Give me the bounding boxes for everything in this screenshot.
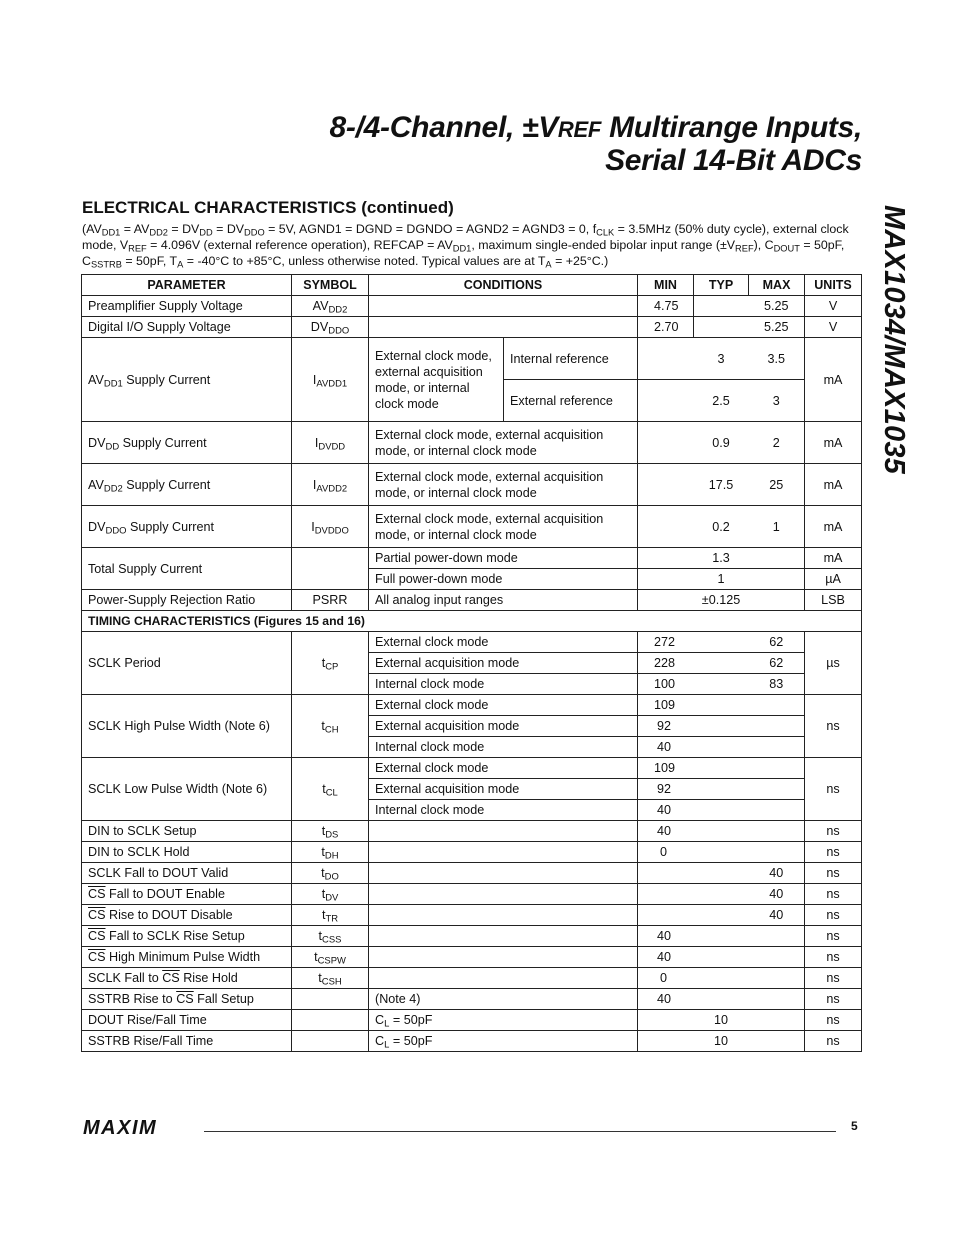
min-cell: 40 (638, 989, 805, 1010)
units-cell: mA (805, 422, 862, 464)
min-cell: 0 (638, 842, 805, 863)
svg-text:MAXIM: MAXIM (83, 1117, 158, 1137)
typ-cell: 1 (638, 569, 805, 590)
units-cell: ns (805, 989, 862, 1010)
units-cell: ns (805, 1010, 862, 1031)
min-cell (638, 863, 694, 884)
symbol-cell: $t_{DO}$ (292, 863, 369, 884)
cond-cell: Internal clock mode (369, 800, 638, 821)
units-cell: ns (805, 695, 862, 758)
max-cell: 62 (749, 632, 805, 653)
cond-cell (369, 863, 638, 884)
table-row (82, 296, 862, 317)
param-cell: $DV_{DD}$ Supply Current (82, 422, 292, 464)
cond-cell: External clock mode, external acquisition mode, or internal clock mode (369, 506, 638, 548)
units-cell: mA (805, 338, 862, 422)
symbol-cell (292, 1010, 369, 1031)
cond-cell: External acquisition mode (369, 653, 638, 674)
electrical-characteristics-table (81, 274, 862, 1052)
timing-section-row (82, 611, 862, 632)
symbol-cell: $I_{AVDD2}$ (292, 464, 369, 506)
symbol-cell: $t_{DV}$ (292, 884, 369, 905)
cond-cell (369, 884, 638, 905)
symbol-cell (292, 548, 369, 590)
typ-cell (694, 632, 749, 653)
max-cell: 5.25 (749, 296, 805, 317)
typ-cell (694, 296, 749, 317)
cond-cell (369, 926, 638, 947)
param-cell: Preamplifier Supply Voltage (82, 296, 292, 317)
min-cell: 0 (638, 968, 805, 989)
symbol-cell: $I_{DVDD}$ (292, 422, 369, 464)
param-cell: Power-Supply Rejection Ratio (82, 590, 292, 611)
min-cell: 2.70 (638, 317, 694, 338)
typ-cell (694, 884, 749, 905)
units-cell: ns (805, 863, 862, 884)
test-conditions: ($AV_{DD1} = AV_{DD2} = DV_{DD} = DV_{DDO} = 5V$, AGND1 = DGND = DGNDO = AGND2 = AGND3 = 0, $f_{CLK} = 3.5MHz$ (50% duty cycle), external clock mode, $V_{REF} = 4.096V$ (external reference operation), REFCAP = $AV_{DD1}$, maximum single-ended bipolar input range $(\pm V_{REF})$, $C_{DOUT} = 50pF$, $C_{SSTRB} = 50pF$, $T_A = -40^\circ C$ to +85°C, unless otherwise noted. Typical values are at $T_A = +25^\circ C$.) (82, 222, 849, 270)
cond-cell: External clock mode, external acquisition mode, or internal clock mode (369, 338, 504, 422)
symbol-cell: PSRR (292, 590, 369, 611)
cond-cell (369, 968, 638, 989)
cond-cell: All analog input ranges (369, 590, 638, 611)
min-cell (638, 464, 694, 506)
param-cell: DIN to SCLK Hold (82, 842, 292, 863)
units-cell: ns (805, 905, 862, 926)
min-cell: 109 (638, 695, 805, 716)
document-title (330, 112, 862, 176)
units-cell: V (805, 317, 862, 338)
typ-cell (694, 905, 749, 926)
param-cell: $\overline{CS}$ Fall to SCLK Rise Setup (82, 926, 292, 947)
units-cell: µA (805, 569, 862, 590)
typ-cell (694, 653, 749, 674)
cond-sub-cell: Internal reference (504, 338, 638, 380)
table-row (82, 758, 862, 779)
table-row (82, 863, 862, 884)
units-cell: mA (805, 464, 862, 506)
header-parameter: PARAMETER (82, 275, 292, 296)
min-cell (638, 380, 694, 422)
symbol-cell: $DV_{DDO}$ (292, 317, 369, 338)
symbol-cell: $I_{DVDDO}$ (292, 506, 369, 548)
param-cell: $\overline{CS}$ Rise to DOUT Disable (82, 905, 292, 926)
cond-cell (369, 317, 638, 338)
min-cell: 40 (638, 947, 805, 968)
param-cell: DIN to SCLK Setup (82, 821, 292, 842)
cond-cell (369, 296, 638, 317)
symbol-cell: $t_{CH}$ (292, 695, 369, 758)
typ-cell: 2.5 (694, 380, 749, 422)
table-row (82, 317, 862, 338)
param-cell: $\overline{CS}$ High Minimum Pulse Width (82, 947, 292, 968)
typ-cell: 10 (638, 1010, 805, 1031)
param-cell: DOUT Rise/Fall Time (82, 1010, 292, 1031)
units-cell: V (805, 296, 862, 317)
param-cell: $AV_{DD2}$ Supply Current (82, 464, 292, 506)
param-cell: SCLK Period (82, 632, 292, 695)
units-cell: ns (805, 947, 862, 968)
cond-cell: External clock mode, external acquisition mode, or internal clock mode (369, 464, 638, 506)
cond-cell: External acquisition mode (369, 716, 638, 737)
cond-cell: $C_L = 50pF$ (369, 1010, 638, 1031)
page-number: 5 (851, 1119, 858, 1133)
cond-cell: Partial power-down mode (369, 548, 638, 569)
max-cell: 5.25 (749, 317, 805, 338)
max-cell: 3 (749, 380, 805, 422)
max-cell: 62 (749, 653, 805, 674)
typ-cell: ±0.125 (638, 590, 805, 611)
table-row (82, 695, 862, 716)
max-cell: 25 (749, 464, 805, 506)
header-typ: TYP (694, 275, 749, 296)
units-cell: LSB (805, 590, 862, 611)
units-cell: ns (805, 884, 862, 905)
units-cell: ns (805, 926, 862, 947)
table-row (82, 422, 862, 464)
typ-cell: 3 (694, 338, 749, 380)
min-cell: 40 (638, 737, 805, 758)
cond-cell: External clock mode (369, 695, 638, 716)
param-cell: SCLK Fall to DOUT Valid (82, 863, 292, 884)
typ-cell: 1.3 (638, 548, 805, 569)
table-row (82, 842, 862, 863)
min-cell: 109 (638, 758, 805, 779)
cond-cell (369, 905, 638, 926)
typ-cell (694, 317, 749, 338)
symbol-cell: $t_{DS}$ (292, 821, 369, 842)
symbol-cell: $t_{CSS}$ (292, 926, 369, 947)
title-line-1: 8-/4-Channel, ±VREF Multirange Inputs, (329, 111, 862, 144)
max-cell: 1 (749, 506, 805, 548)
cond-cell: Internal clock mode (369, 674, 638, 695)
header-units: UNITS (805, 275, 862, 296)
header-conditions: CONDITIONS (369, 275, 638, 296)
table-row (82, 590, 862, 611)
param-cell: Total Supply Current (82, 548, 292, 590)
header-symbol: SYMBOL (292, 275, 369, 296)
symbol-cell: $t_{DH}$ (292, 842, 369, 863)
table-row (82, 338, 862, 380)
symbol-cell: $I_{AVDD1}$ (292, 338, 369, 422)
title-line-2: Serial 14-Bit ADCs (605, 144, 862, 177)
symbol-cell: $t_{CSPW}$ (292, 947, 369, 968)
min-cell (638, 338, 694, 380)
cond-cell: External clock mode (369, 758, 638, 779)
param-cell: SCLK High Pulse Width (Note 6) (82, 695, 292, 758)
min-cell (638, 422, 694, 464)
cond-cell: Full power-down mode (369, 569, 638, 590)
table-row (82, 1010, 862, 1031)
cond-cell (369, 947, 638, 968)
table-row (82, 947, 862, 968)
min-cell: 40 (638, 821, 805, 842)
cond-sub-cell: External reference (504, 380, 638, 422)
maxim-logo (83, 1117, 195, 1137)
max-cell: 40 (749, 905, 805, 926)
max-cell: 40 (749, 884, 805, 905)
units-cell: ns (805, 842, 862, 863)
cond-cell: Internal clock mode (369, 737, 638, 758)
header-max: MAX (749, 275, 805, 296)
max-cell: 2 (749, 422, 805, 464)
table-header-row (82, 275, 862, 296)
units-cell: mA (805, 506, 862, 548)
section-title: ELECTRICAL CHARACTERISTICS (continued) (82, 198, 454, 217)
footer-rule (204, 1131, 836, 1132)
symbol-cell: $t_{TR}$ (292, 905, 369, 926)
param-cell: $AV_{DD1}$ Supply Current (82, 338, 292, 422)
typ-cell: 0.2 (694, 506, 749, 548)
units-cell: µs (805, 632, 862, 695)
symbol-cell: $AV_{DD2}$ (292, 296, 369, 317)
param-cell: SCLK Low Pulse Width (Note 6) (82, 758, 292, 821)
min-cell (638, 884, 694, 905)
min-cell: 40 (638, 800, 805, 821)
cond-cell (369, 842, 638, 863)
min-cell (638, 905, 694, 926)
table-row (82, 821, 862, 842)
max-cell: 3.5 (749, 338, 805, 380)
typ-cell: 10 (638, 1031, 805, 1052)
typ-cell: 17.5 (694, 464, 749, 506)
symbol-cell: $t_{CSH}$ (292, 968, 369, 989)
symbol-cell: $t_{CP}$ (292, 632, 369, 695)
min-cell: 4.75 (638, 296, 694, 317)
timing-section-title: TIMING CHARACTERISTICS (Figures 15 and 16) (82, 611, 862, 632)
cond-cell (369, 821, 638, 842)
param-cell: SSTRB Rise/Fall Time (82, 1031, 292, 1052)
table-row (82, 548, 862, 569)
table-row (82, 989, 862, 1010)
max-cell: 83 (749, 674, 805, 695)
typ-cell: 0.9 (694, 422, 749, 464)
param-cell: Digital I/O Supply Voltage (82, 317, 292, 338)
min-cell: 40 (638, 926, 805, 947)
symbol-cell (292, 989, 369, 1010)
units-cell: ns (805, 821, 862, 842)
table-row (82, 1031, 862, 1052)
table-row (82, 884, 862, 905)
cond-cell: $C_L = 50pF$ (369, 1031, 638, 1052)
typ-cell (694, 674, 749, 695)
table-row (82, 632, 862, 653)
min-cell: 228 (638, 653, 694, 674)
param-cell: SSTRB Rise to $\overline{CS}$ Fall Setup (82, 989, 292, 1010)
max-cell: 40 (749, 863, 805, 884)
table-row (82, 968, 862, 989)
header-min: MIN (638, 275, 694, 296)
units-cell: ns (805, 758, 862, 821)
symbol-cell (292, 1031, 369, 1052)
min-cell: 100 (638, 674, 694, 695)
units-cell: mA (805, 548, 862, 569)
units-cell: ns (805, 968, 862, 989)
min-cell: 92 (638, 779, 805, 800)
min-cell (638, 506, 694, 548)
units-cell: ns (805, 1031, 862, 1052)
min-cell: 272 (638, 632, 694, 653)
param-cell: $DV_{DDO}$ Supply Current (82, 506, 292, 548)
param-cell: $\overline{CS}$ Fall to DOUT Enable (82, 884, 292, 905)
table-row (82, 506, 862, 548)
min-cell: 92 (638, 716, 805, 737)
param-cell: SCLK Fall to $\overline{CS}$ Rise Hold (82, 968, 292, 989)
cond-cell: External acquisition mode (369, 779, 638, 800)
table-row (82, 905, 862, 926)
table-row (82, 464, 862, 506)
side-part-number: MAX1034/MAX1035 (878, 205, 910, 474)
cond-cell: External clock mode (369, 632, 638, 653)
cond-cell: (Note 4) (369, 989, 638, 1010)
cond-cell: External clock mode, external acquisition mode, or internal clock mode (369, 422, 638, 464)
typ-cell (694, 863, 749, 884)
table-row (82, 926, 862, 947)
symbol-cell: $t_{CL}$ (292, 758, 369, 821)
